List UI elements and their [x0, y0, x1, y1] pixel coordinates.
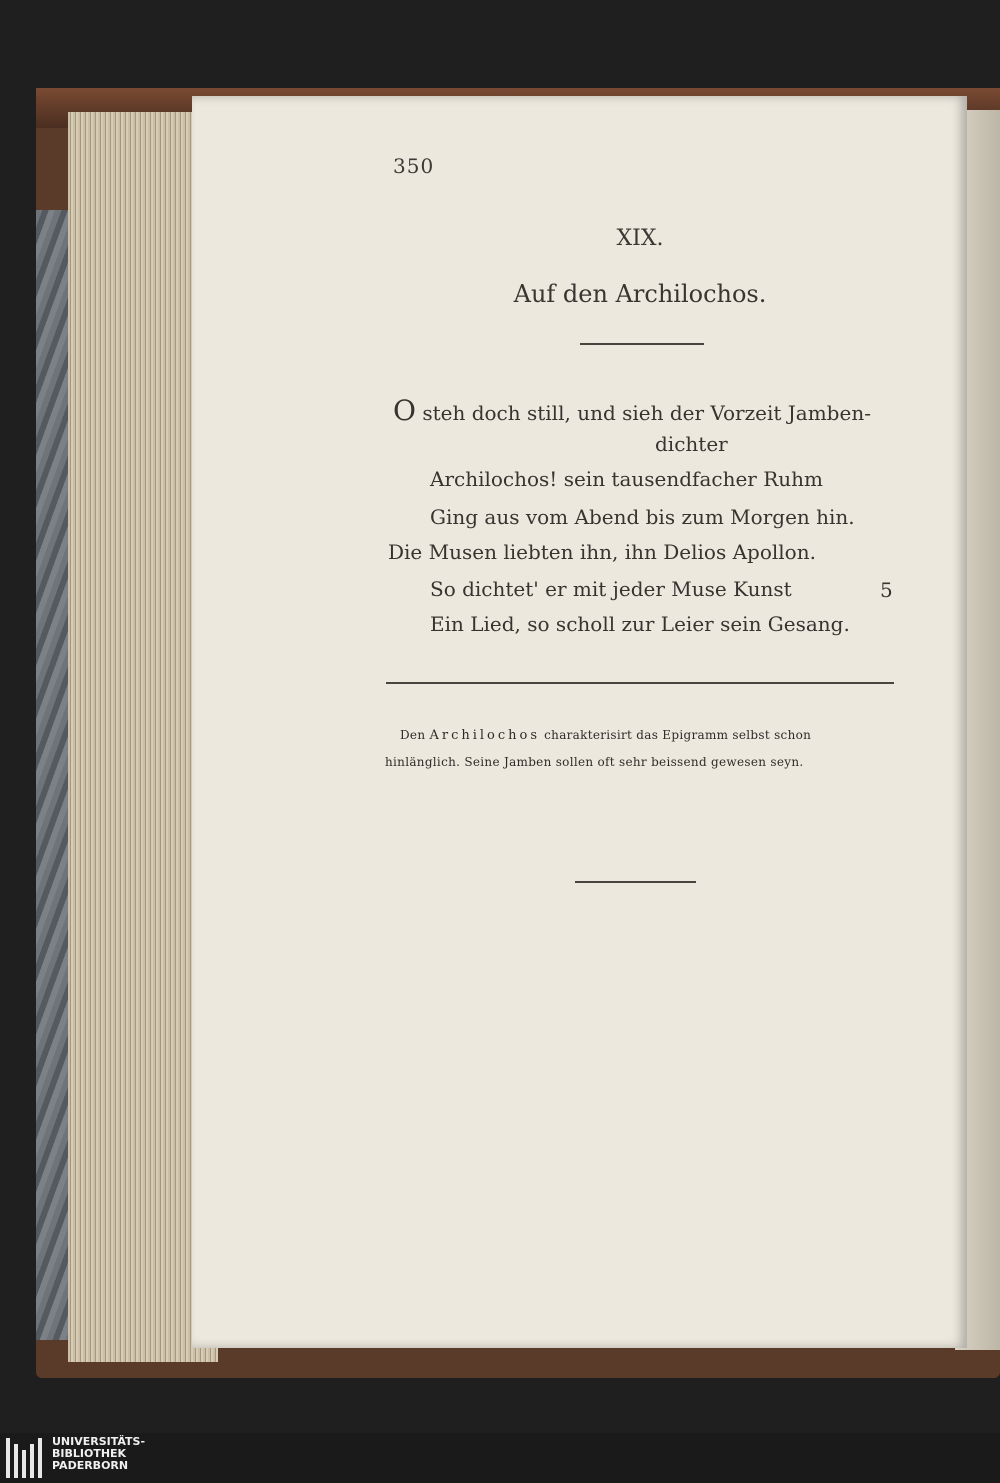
note-text-start: Den [400, 728, 430, 742]
note-line-1 [400, 728, 811, 743]
page-number: 350 [393, 154, 435, 178]
logo-line-3: PADERBORN [52, 1459, 129, 1472]
poem-line-1-text: steh doch still, und sieh der Vorzeit Jamben- [415, 401, 871, 425]
logo-line-1: UNIVERSITÄTS- [52, 1435, 146, 1448]
end-rule [575, 881, 696, 883]
note-separator [386, 682, 894, 684]
poem-line-4: Ging aus vom Abend bis zum Morgen hin. [430, 505, 855, 529]
note-name: Archilochos [429, 728, 541, 743]
poem-line-1 [393, 394, 871, 427]
footer-bar [0, 1433, 1000, 1483]
library-logo-text [52, 1436, 145, 1472]
title-rule [580, 343, 704, 345]
note-line-2: hinlänglich. Seine Jamben sollen oft sehr beissend gewesen seyn. [385, 755, 804, 769]
poem-line-5: Die Musen liebten ihn, ihn Delios Apollon. [388, 540, 816, 564]
poem-line-7: Ein Lied, so scholl zur Leier sein Gesang. [430, 612, 850, 636]
note-text-end: charakterisirt das Epigramm selbst schon [540, 728, 812, 742]
poem-title: Auf den Archilochos. [513, 280, 767, 308]
poem-line-3: Archilochos! sein tausendfacher Ruhm [430, 467, 824, 491]
library-logo-icon [6, 1438, 44, 1478]
logo-line-2: BIBLIOTHEK [52, 1447, 127, 1460]
drop-initial: O [393, 394, 416, 427]
line-number: 5 [880, 578, 893, 602]
poem-numeral: XIX. [616, 226, 664, 251]
poem-line-2: dichter [655, 432, 728, 456]
poem-line-6: So dichtet' er mit jeder Muse Kunst [430, 577, 792, 601]
